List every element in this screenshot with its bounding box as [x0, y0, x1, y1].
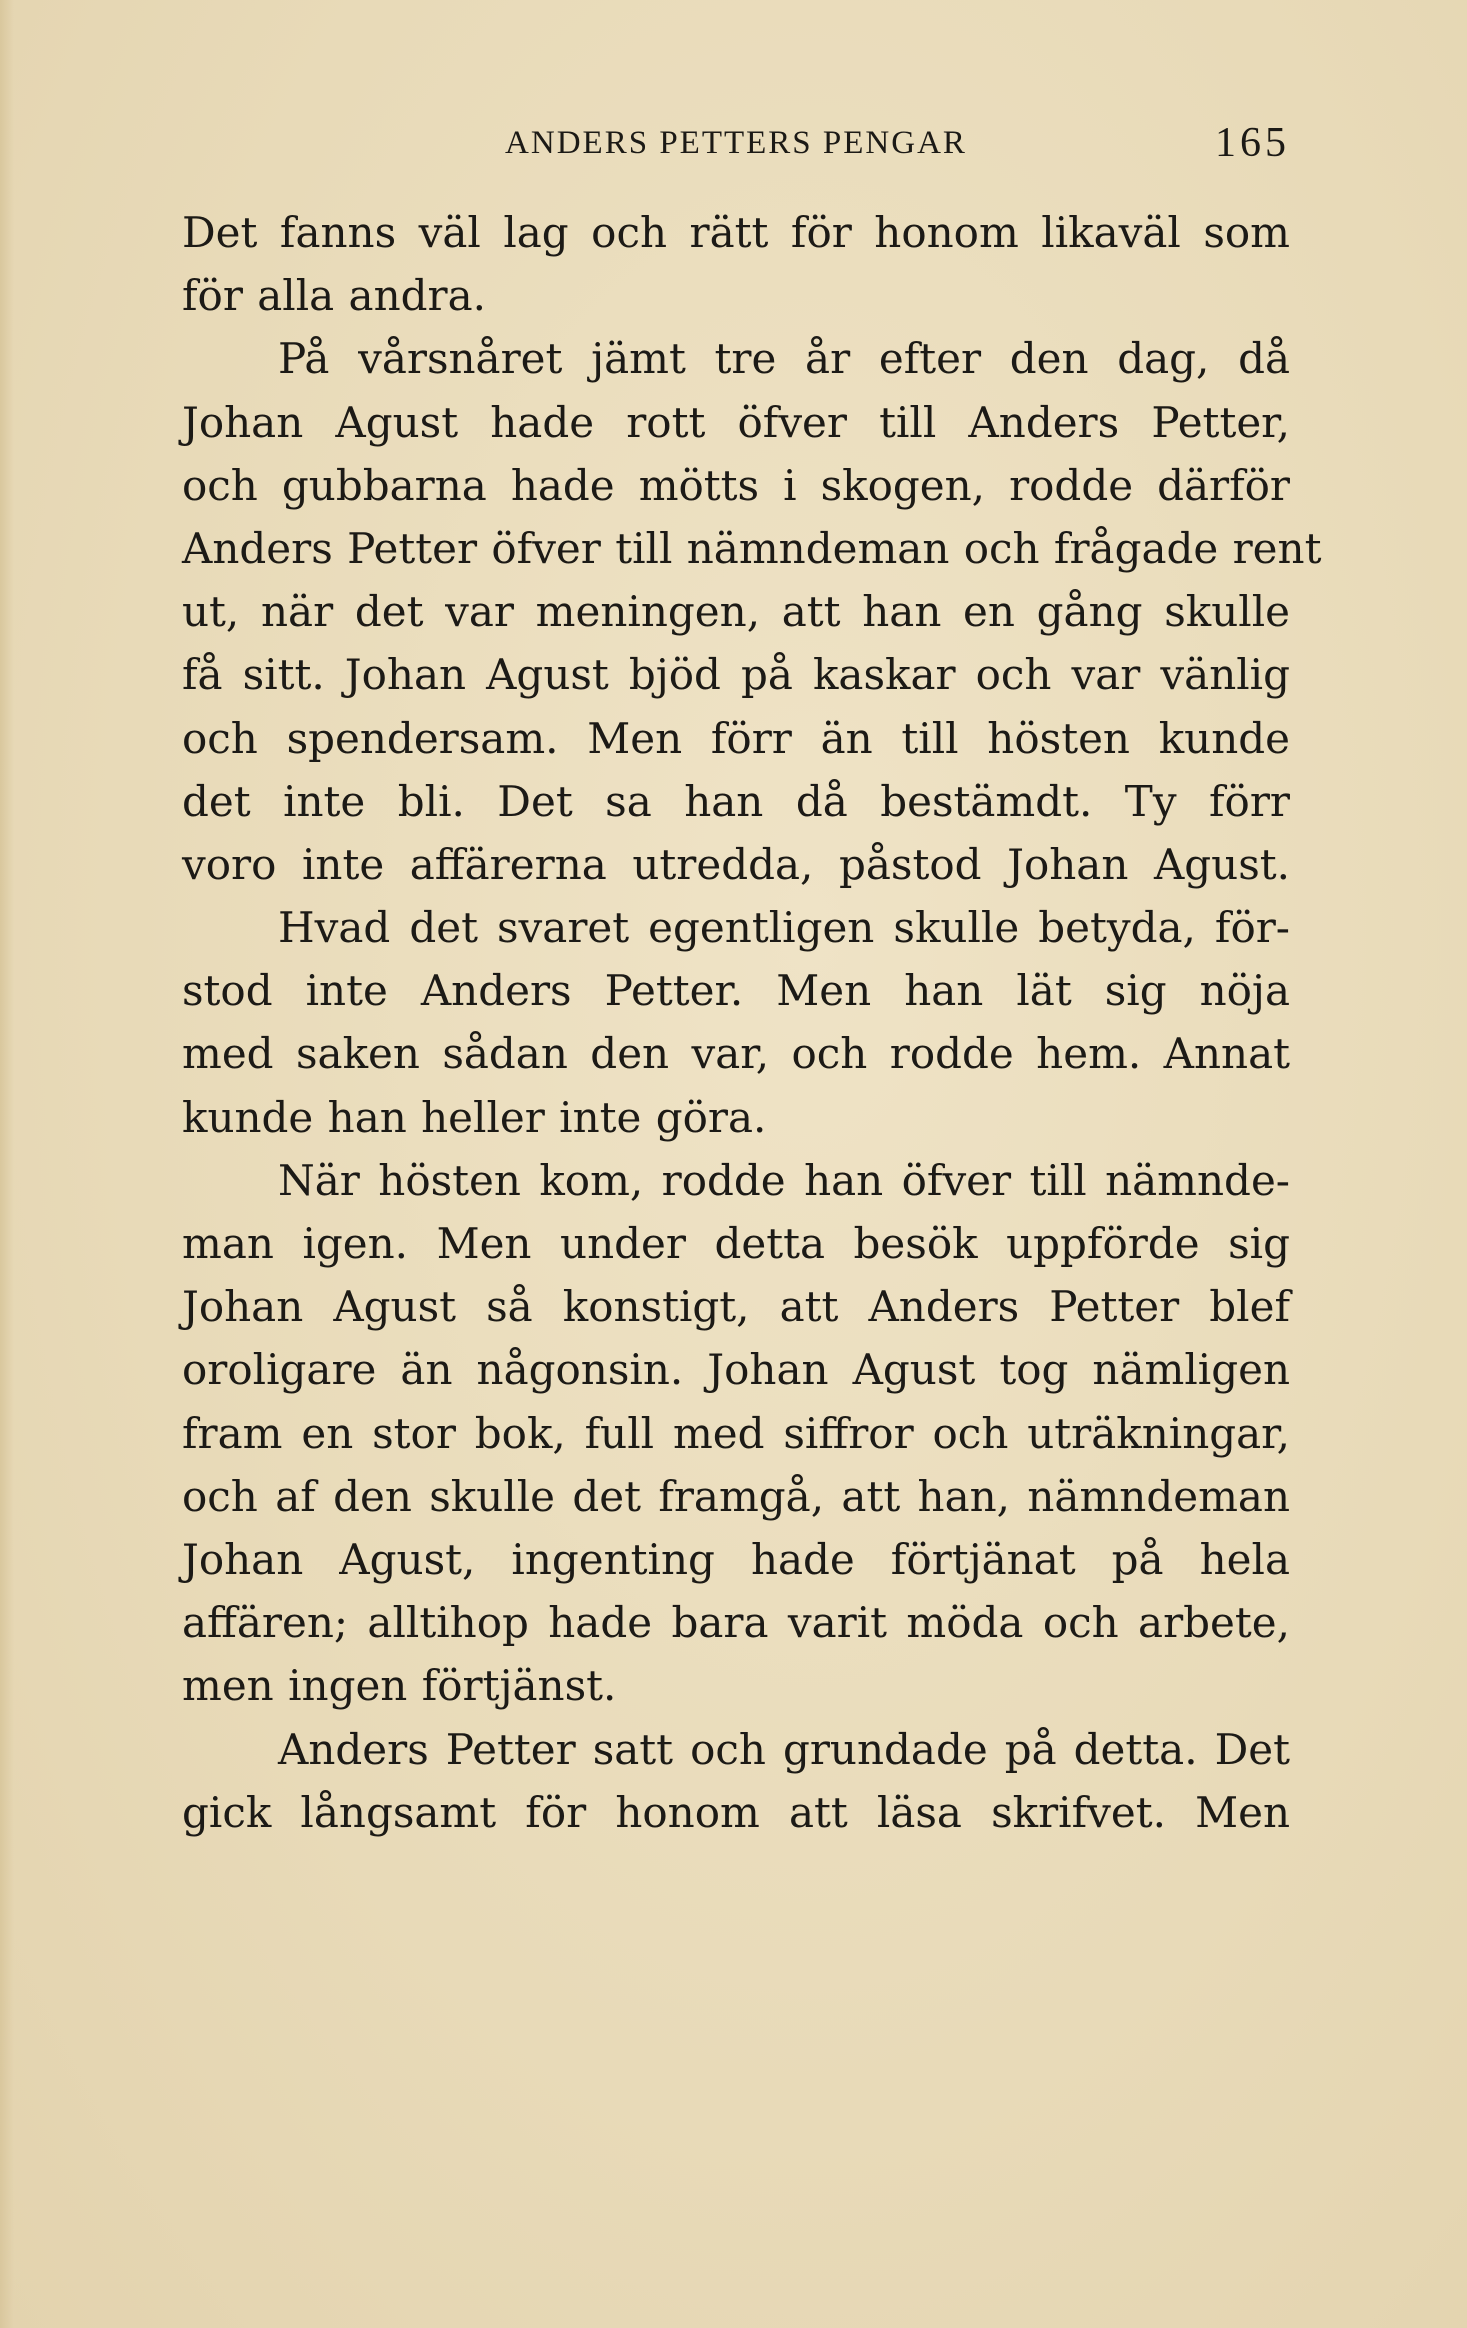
text-line: men ingen förtjänst.: [182, 1661, 617, 1711]
text-line: för alla andra.: [182, 271, 486, 321]
text-line: med saken sådan den var, och rodde hem. Annat: [182, 1029, 1290, 1079]
text-line: voro inte affärerna utredda, påstod Johan Agust.: [182, 839, 1290, 889]
body-text: [182, 201, 1322, 1844]
text-line: fram en stor bok, full med siffror och uträkningar,: [182, 1408, 1290, 1458]
text-line: Johan Agust hade rott öfver till Anders Petter,: [182, 397, 1290, 447]
page-number: 165: [1215, 120, 1290, 166]
text-line: Johan Agust, ingenting hade förtjänat på hela: [182, 1534, 1290, 1584]
page-header: [182, 118, 1290, 168]
text-line: gick långsamt för honom att läsa skrifvet. Men: [182, 1787, 1290, 1837]
text-line: man igen. Men under detta besök uppförde sig: [182, 1219, 1290, 1268]
text-line: få sitt. Johan Agust bjöd på kaskar och var vänlig: [182, 650, 1290, 700]
text-line: kunde han heller inte göra.: [182, 1092, 767, 1142]
text-line: Anders Petter öfver till nämndeman och frågade rent: [182, 523, 1322, 573]
text-line: Johan Agust så konstigt, att Anders Petter blef: [182, 1282, 1290, 1332]
text-line: Hvad det svaret egentligen skulle betyda, för-: [278, 903, 1290, 953]
page-edge-shadow: [0, 0, 14, 2328]
text-line: det inte bli. Det sa han då bestämdt. Ty förr: [182, 776, 1290, 826]
text-line: affären; alltihop hade bara varit möda och arbete,: [182, 1598, 1290, 1648]
text-line: När hösten kom, rodde han öfver till nämnde-: [278, 1155, 1290, 1205]
text-line: Det fanns väl lag och rätt för honom likaväl som: [182, 208, 1290, 257]
text-line: Anders Petter satt och grundade på detta. Det: [278, 1724, 1290, 1774]
text-line: stod inte Anders Petter. Men han lät sig nöja: [182, 966, 1290, 1016]
text-line: På vårsnåret jämt tre år efter den dag, då: [278, 334, 1290, 384]
text-line: ut, när det var meningen, att han en gång skulle: [182, 587, 1290, 637]
text-line: och af den skulle det framgå, att han, nämndeman: [182, 1471, 1290, 1521]
running-head: ANDERS PETTERS PENGAR: [505, 125, 967, 161]
text-line: och spendersam. Men förr än till hösten kunde: [182, 713, 1290, 763]
text-line: oroligare än någonsin. Johan Agust tog nämligen: [182, 1345, 1290, 1395]
text-line: och gubbarna hade mötts i skogen, rodde därför: [182, 460, 1290, 510]
